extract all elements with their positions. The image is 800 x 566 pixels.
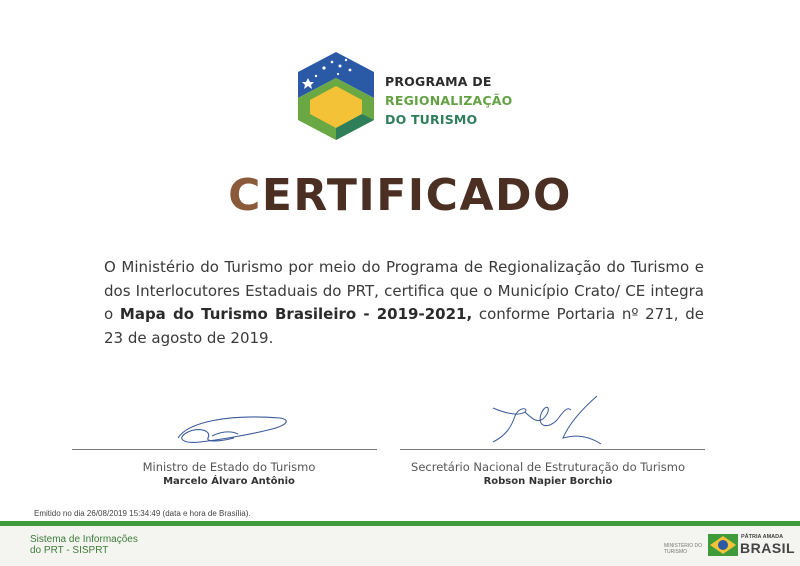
brasil-flag-icon	[708, 534, 738, 556]
program-title-line2: REGIONALIZAÇÃO	[385, 93, 513, 108]
certificate-title-rest: ERTIFICADO	[261, 170, 572, 221]
emission-timestamp: Emitido no dia 26/08/2019 15:34:49 (data e hora de Brasília).	[34, 509, 251, 518]
program-title-line3: DO TURISMO	[385, 112, 478, 127]
program-title	[385, 72, 535, 129]
signature-secretary	[485, 394, 605, 448]
footer	[0, 526, 800, 566]
program-title-line1: PROGRAMA DE	[385, 74, 492, 89]
sisprt-line2: do PRT - SISPRT	[30, 545, 109, 556]
signature-name-secretary: Robson Napier Borchio	[483, 476, 613, 487]
signature-line-secretary	[400, 449, 705, 450]
signature-line-minister	[72, 449, 377, 450]
certificate-title-initial: C	[228, 170, 262, 221]
signature-minister	[168, 408, 298, 450]
ministerio-line1: MINISTÉRIO DO	[664, 543, 703, 549]
program-logo	[294, 48, 524, 148]
certificate-body	[104, 256, 704, 350]
ministerio-line2: TURISMO	[664, 549, 688, 555]
ministerio-label	[664, 543, 704, 555]
certificate-body-part2: conforme Portaria nº 271, de 23 de agosto de 2019.	[104, 305, 704, 347]
signature-role-minister: Ministro de Estado do Turismo	[142, 460, 316, 474]
sisprt-line1: Sistema de Informações	[30, 534, 138, 545]
sisprt-label	[30, 534, 190, 556]
certificate-body-part1: O Ministério do Turismo por meio do Programa de Regionalização do Turismo e dos Interlocutores Estaduais do PRT, certifica que o Município Crato/ CE integra o	[104, 258, 704, 323]
brasil-label: BRASIL	[740, 540, 796, 556]
certificate-title	[0, 170, 800, 221]
signature-name-minister: Marcelo Álvaro Antônio	[163, 476, 295, 487]
certificate-body-bold: Mapa do Turismo Brasileiro - 2019-2021,	[119, 305, 473, 323]
regionalization-hexagon-icon	[294, 48, 378, 144]
patria-amada-label: PÁTRIA AMADA	[741, 534, 784, 540]
signature-role-secretary: Secretário Nacional de Estruturação do Turismo	[411, 460, 685, 474]
